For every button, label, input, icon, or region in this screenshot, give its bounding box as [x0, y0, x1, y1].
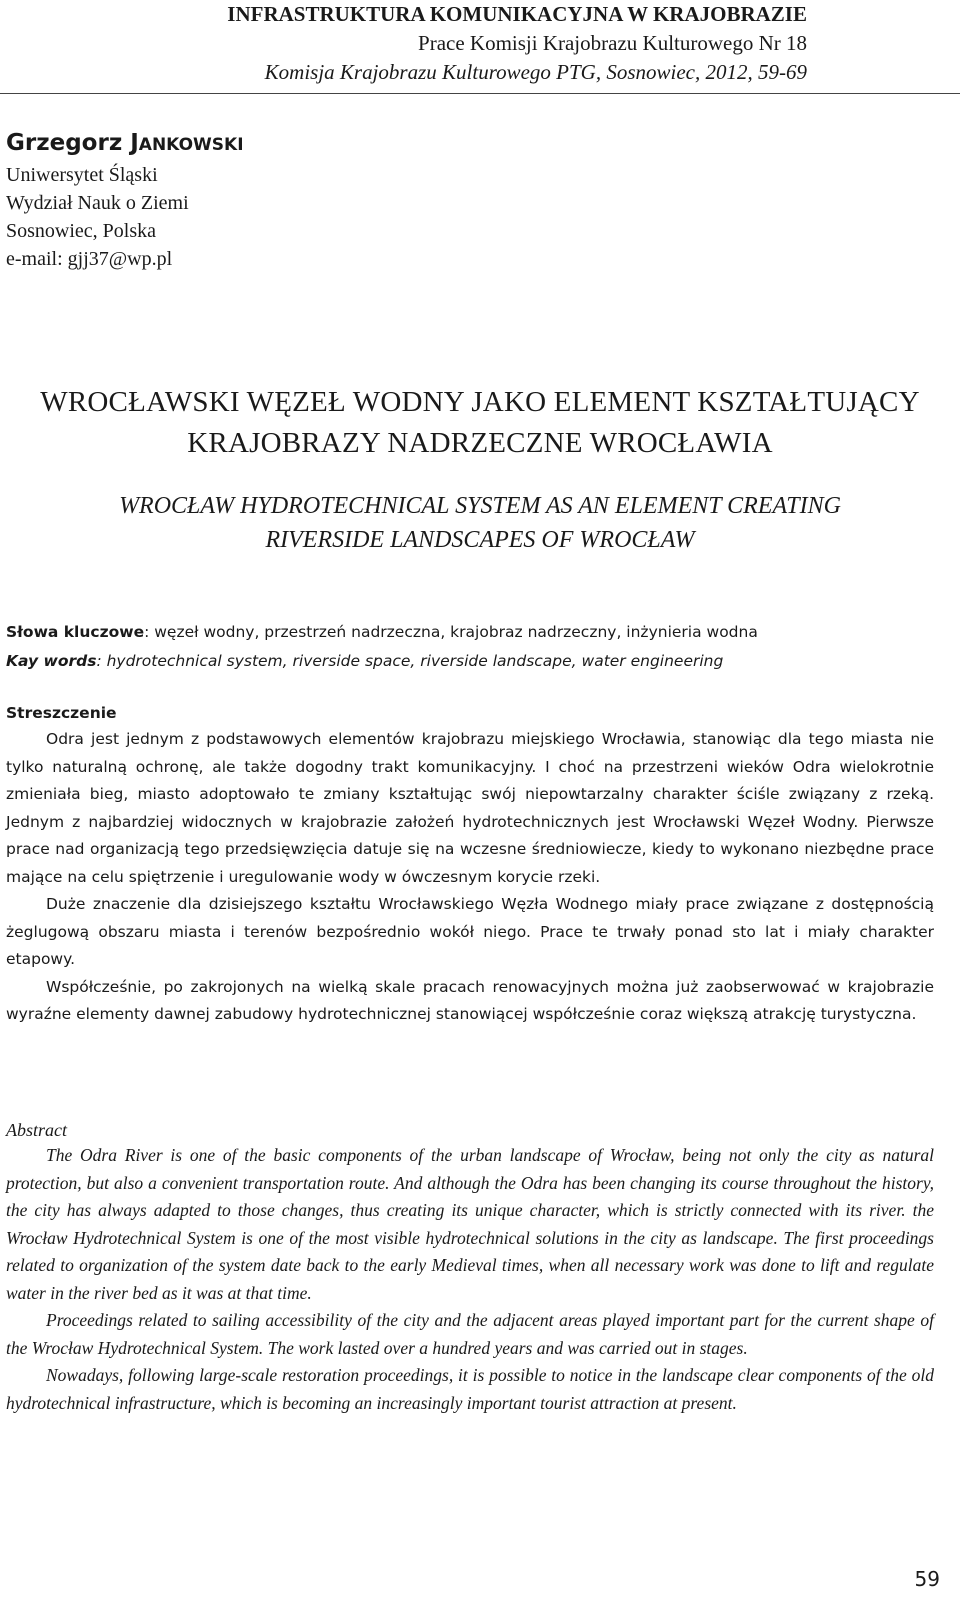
paper-title-english-line: RIVERSIDE LANDSCAPES OF WROCŁAW — [265, 527, 695, 553]
keywords-english-text: : hydrotechnical system, riverside space, riverside landscape, water engineering — [96, 652, 724, 670]
streszczenie-paragraph: Duże znaczenie dla dzisiejszego kształtu Wrocławskiego Węzła Wodnego miały prace związane z dostępnością żeglugową obszaru miasta i terenów bezpośrednio wokół niego. Prace te trwały ponad sto lat i miały charakter etapowy. — [6, 895, 934, 968]
keywords-polish-label: Słowa kluczowe — [6, 623, 145, 641]
paper-title-english-line: WROCŁAW HYDROTECHNICAL SYSTEM AS AN ELEMENT CREATING — [119, 493, 841, 519]
running-header — [0, 0, 960, 87]
author-name-first: Grzegorz J — [6, 130, 139, 156]
author-block — [6, 127, 244, 273]
paper-title-polish — [0, 382, 960, 464]
abstract-paragraph: The Odra River is one of the basic components of the urban landscape of Wrocław, being not only the city as natural protection, but also a convenient transportation route. And although the Odra has been changing its course throughout the history, the city has always adapted to those changes, thus creating its unique character, which is strictly connected with its river. the Wrocław Hydrotechnical System is one of the most visible hydrotechnical solutions in the city as landscape. The first proceedings related to organization of the system date back to the early Medieval times, when all necessary work was done to lift and regulate water in the river bed as it was at that time. — [6, 1145, 934, 1303]
author-faculty: Wydział Nauk o Ziemi — [6, 192, 189, 214]
author-city: Sosnowiec, Polska — [6, 220, 156, 242]
header-divider — [0, 93, 960, 94]
abstract-paragraph: Nowadays, following large-scale restoration proceedings, it is possible to notice in the landscape clear components of the old hydrotechnical infrastructure, which is becoming an increasingly important tourist attraction at present. — [6, 1365, 934, 1413]
paper-title-english — [0, 489, 960, 557]
keywords-english — [6, 648, 926, 675]
paper-title-polish-line: WROCŁAWSKI WĘZEŁ WODNY JAKO ELEMENT KSZTAŁTUJĄCY — [40, 386, 920, 418]
keywords-polish — [6, 619, 926, 646]
journal-volume: Prace Komisji Krajobrazu Kulturowego Nr 18 — [418, 31, 807, 55]
author-name — [6, 127, 244, 161]
abstract-heading: Abstract — [6, 1120, 67, 1140]
streszczenie-body — [6, 726, 934, 1029]
keywords-polish-text: : węzeł wodny, przestrzeń nadrzeczna, krajobraz nadrzeczny, inżynieria wodna — [144, 623, 758, 641]
journal-series-title: INFRASTRUKTURA KOMUNIKACYJNA W KRAJOBRAZIE — [227, 2, 807, 26]
page-number: 59 — [914, 1567, 940, 1591]
streszczenie-paragraph: Odra jest jednym z podstawowych elementów krajobrazu miejskiego Wrocławia, stanowiąc dla tego miasta nie tylko naturalną ochronę, ale także dogodny trakt komunikacyjny. I choć na przestrzeni wieków Odra wielokrotnie zmieniała bieg, miasto adoptowało te zmiany kształtując swój niepowtarzalny charakter ściśle związany z rzeką. Jednym z najbardziej widocznych w krajobrazie założeń hydrotechnicznych jest Wrocławski Węzeł Wodny. Pierwsze prace nad organizacją tego przedsięwzięcia datuje się na wczesne średniowiecze, kiedy to wykonano niezbędne prace mające na celu spiętrzenie i uregulowanie wody w ówczesnym korycie rzeki. — [6, 730, 934, 886]
author-email: e-mail: gjj37@wp.pl — [6, 248, 173, 270]
streszczenie-heading: Streszczenie — [6, 704, 117, 722]
abstract-body — [6, 1142, 934, 1417]
abstract-paragraph: Proceedings related to sailing accessibility of the city and the adjacent areas played important part for the current shape of the Wrocław Hydrotechnical System. The work lasted over a hundred years and was carried out in stages. — [6, 1310, 934, 1358]
keywords-english-label: Kay words — [6, 652, 97, 670]
author-name-rest: ANKOWSKI — [138, 135, 244, 155]
streszczenie-paragraph: Współcześnie, po zakrojonych na wielką skale pracach renowacyjnych można już zaobserwować w krajobrazie wyraźne elementy dawnej zabudowy hydrotechnicznej stanowiącej współcześnie coraz większą atrakcję turystyczna. — [6, 977, 934, 1023]
paper-title-polish-line: KRAJOBRAZY NADRZECZNE WROCŁAWIA — [187, 427, 773, 459]
journal-citation: Komisja Krajobrazu Kulturowego PTG, Sosnowiec, 2012, 59-69 — [264, 60, 807, 84]
author-university: Uniwersytet Śląski — [6, 164, 158, 186]
